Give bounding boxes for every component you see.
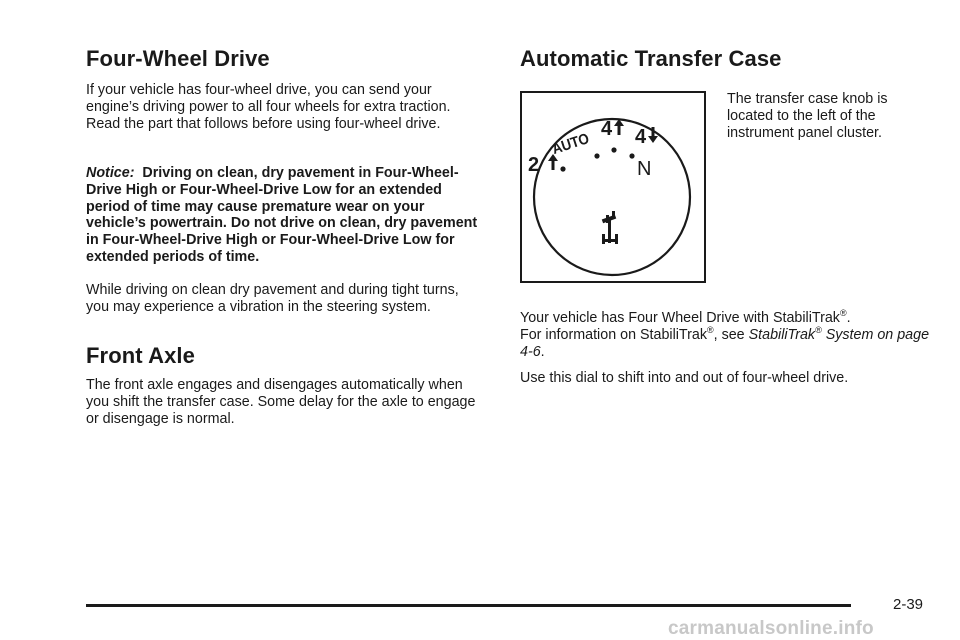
notice-text: Driving on clean, dry pavement in Four-Wheel-Drive High or Four-Wheel-Drive Low for an extended period of time may cause premature wear on your vehicle’s powertrain. Do not drive on clean, dry pavement in Four-Wheel-Drive High or Four-Wheel-Drive Low for extended periods of time. [86,165,478,265]
footer-rule [86,604,851,607]
stabilitrak-mid: For information on StabiliTrak [520,326,707,343]
dial-label-auto: AUTO [550,130,592,159]
automatic-transfer-case-heading: Automatic Transfer Case [520,46,782,71]
four-wheel-drive-intro: If your vehicle has four-wheel drive, you can send your engine’s driving power to all four wheels for extra traction. Read the part that follows before using four-wheel drive. [86,82,451,132]
vibration-paragraph: While driving on clean dry pavement and during tight turns, you may experience a vibration in the steering system. [86,282,459,315]
stabilitrak-link-tail: System on page 4-6 [520,326,930,360]
registered-mark: ® [839,308,847,318]
watermark: carmanualsonline.info [668,618,874,639]
dial-label-2: 2 [528,154,540,176]
front-axle-paragraph: The front axle engages and disengages automatically when you shift the transfer case. Some delay for the axle to engage or disengage is normal. [86,377,476,427]
transfer-case-dial-svg [522,93,704,281]
front-axle-heading: Front Axle [86,343,195,368]
dial-label-4-low: 4 [635,126,647,148]
stabilitrak-paragraph: Your vehicle has Four Wheel Drive with StabiliTrak®. For information on StabiliTrak®, see StabiliTrak® System on page 4-6. [520,308,930,360]
dial-dot [611,147,616,152]
registered-mark: ® [815,324,822,335]
dial-use-paragraph: Use this dial to shift into and out of four-wheel drive. [520,370,849,386]
stabilitrak-see: , see [713,326,749,343]
notice-label: Notice: [86,165,135,181]
four-wheel-drive-heading: Four-Wheel Drive [86,46,270,71]
dial-dot [629,153,634,158]
transfer-case-dial-illustration [520,91,706,283]
page-number: 2-39 [893,596,924,613]
registered-mark: ® [707,324,714,335]
dial-label-n: N [637,158,652,180]
arrow-up-icon [614,119,624,135]
dial-label-4-high: 4 [601,118,613,140]
dial-dot [594,153,599,158]
notice-paragraph [86,165,486,266]
four-wheel-drive-axle-icon [602,211,618,244]
stabilitrak-link-word: StabiliTrak [748,326,816,343]
dial-dot [560,166,565,171]
knob-location-paragraph: The transfer case knob is located to the left of the instrument panel cluster. [727,91,888,141]
stabilitrak-prefix: Your vehicle has Four Wheel Drive with StabiliTrak [520,310,840,326]
